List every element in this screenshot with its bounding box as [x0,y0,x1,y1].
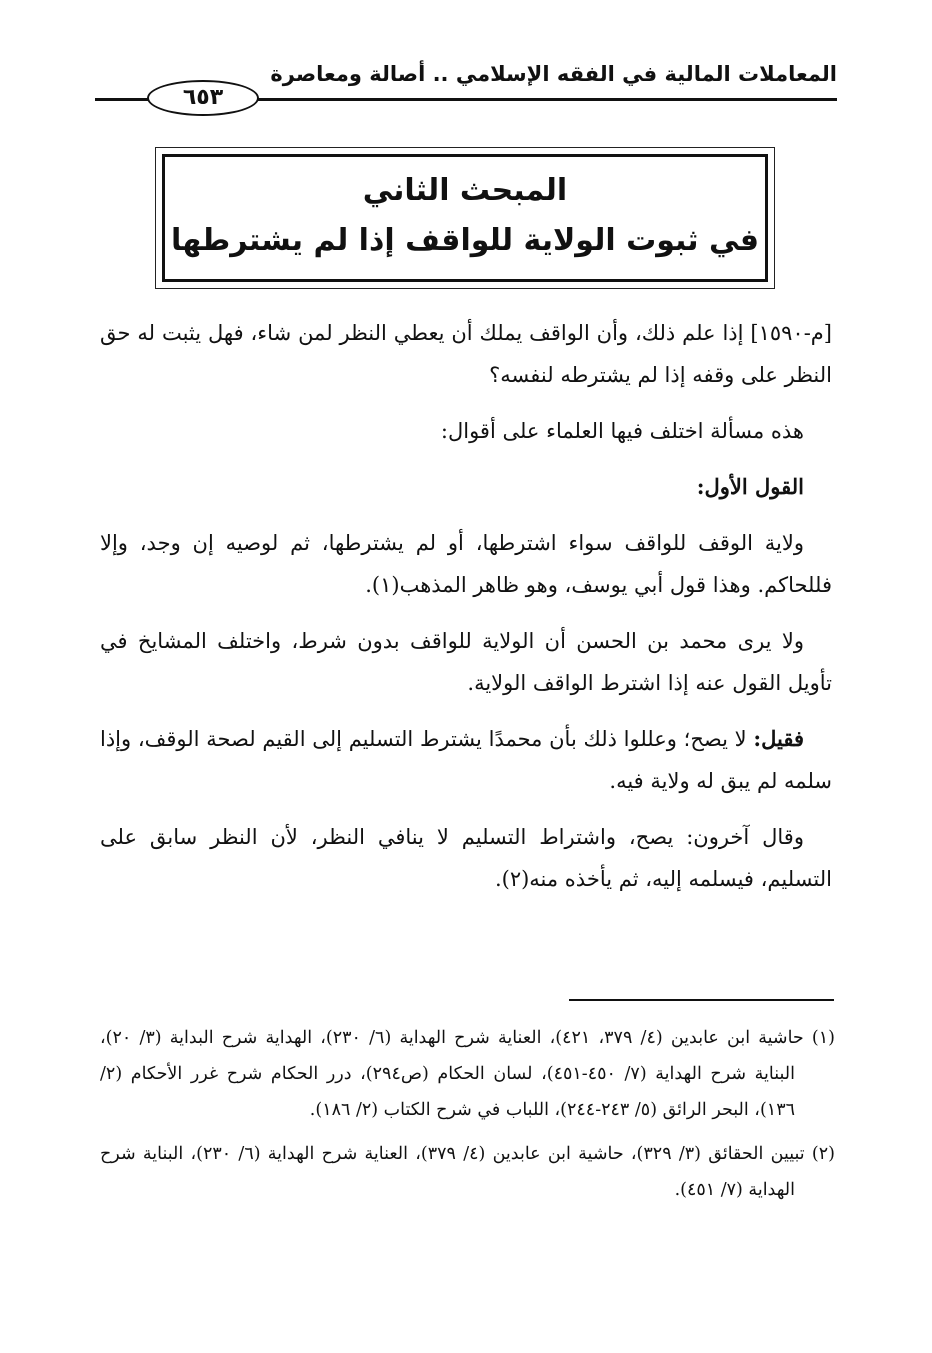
paragraph-first-opinion: ولاية الوقف للواقف سواء اشترطها، أو لم يشترطها، ثم لوصيه إن وجد، وإلا فللحاكم. وهذا قول أبي يوسف، وهو ظاهر المذهب(١). [100,531,832,597]
section-title: المبحث الثاني [362,173,568,208]
paragraph-question: [م-١٥٩٠] إذا علم ذلك، وأن الواقف يملك أن يعطي النظر لمن شاء، فهل يثبت له حق النظر على وقفه إذا لم يشترطه لنفسه؟ [100,321,832,387]
interpretation-text: لا يصح؛ وعللوا ذلك بأن محمدًا يشترط التسليم إلى القيم لصحة الوقف، وإذا سلمه لم يبق له ولاية فيه. [100,727,832,793]
first-opinion-heading: القول الأول: [696,474,804,499]
section-title-inner-frame [162,154,768,282]
running-title: المعاملات المالية في الفقه الإسلامي .. أصالة ومعاصرة [270,62,837,86]
section-title-frame [155,147,775,289]
footnotes [100,1020,835,1216]
paragraph-muhammad-view: ولا يرى محمد بن الحسن أن الولاية للواقف بدون شرط، واختلف المشايخ في تأويل القول عنه إذا اشترط الواقف الولاية. [100,629,832,695]
footnote-separator [569,999,834,1001]
footnote-2: (٢) تبيين الحقائق (٣/ ٣٢٩)، حاشية ابن عابدين (٤/ ٣٧٩)، العناية شرح الهداية (٦/ ٢٣٠)، البناية شرح الهداية (٧/ ٤٥١). [100,1144,835,1200]
body-text [100,312,832,914]
paragraph-second-interpretation: وقال آخرون: يصح، واشتراط التسليم لا ينافي النظر، لأن النظر سابق على التسليم، فيسلمه إليه، ثم يأخذه منه(٢). [100,825,832,891]
page-number: ٦٥٣ [147,80,259,116]
running-header [95,60,837,110]
footnote-1: (١) حاشية ابن عابدين (٤/ ٣٧٩، ٤٢١)، العناية شرح الهداية (٦/ ٢٣٠)، الهداية شرح البداية (٣/ ٢٠)، البناية شرح الهداية (٧/ ٤٥٠-٤٥١)، لسان الحكام (ص٢٩٤)، درر الحكام شرح غرر الأحكام (٢/ ١٣٦)، البحر الرائق (٥/ ٢٤٣-٢٤٤)، اللباب في شرح الكتاب (٢/ ١٨٦). [100,1028,835,1120]
interpretation-lead: فقيل: [753,726,804,751]
paragraph-intro: هذه مسألة اختلف فيها العلماء على أقوال: [440,419,804,443]
section-subtitle: في ثبوت الولاية للواقف إذا لم يشترطها [170,223,760,258]
paragraph-first-interpretation [100,718,832,802]
